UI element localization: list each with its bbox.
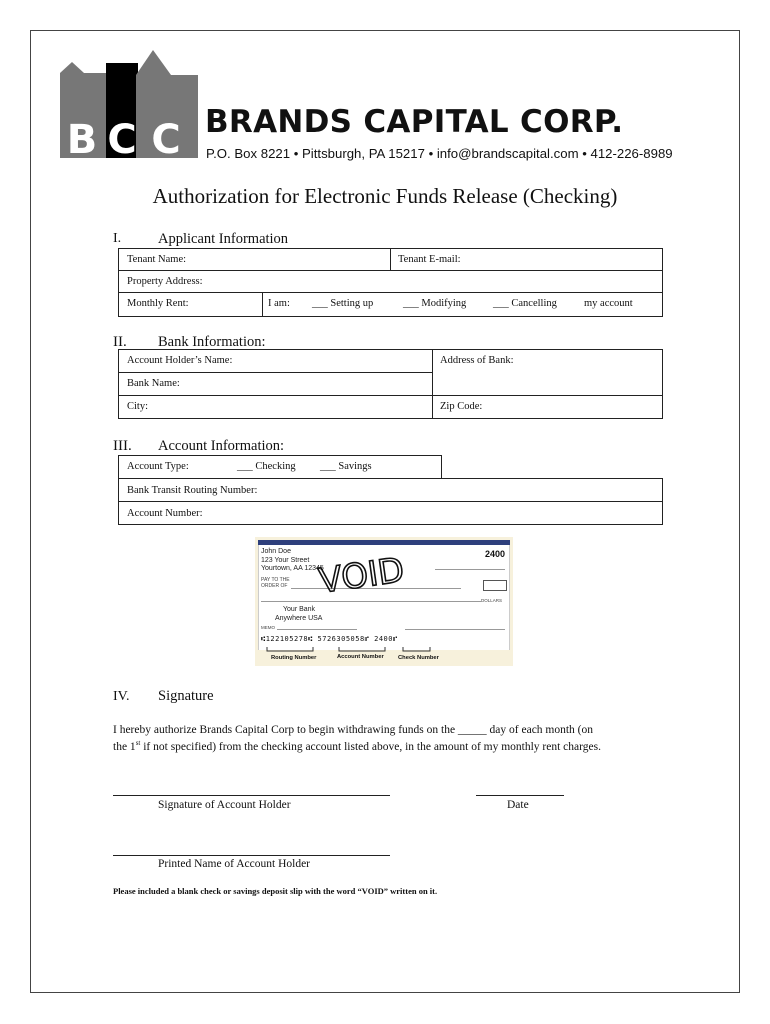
check-pay-to-2: ORDER OF: [261, 583, 288, 589]
signature-line[interactable]: [113, 795, 390, 796]
routing-number-label: Routing Number: [271, 655, 317, 661]
logo-letter-b: B: [66, 117, 98, 161]
city-field[interactable]: City:: [127, 401, 149, 412]
my-account-label: my account: [584, 298, 633, 309]
check-bank-name: Your Bank: [283, 606, 316, 613]
bank-name-field[interactable]: Bank Name:: [127, 378, 180, 389]
setting-up-option[interactable]: ___ Setting up: [312, 298, 374, 309]
account-number-label: Account Number: [337, 654, 384, 660]
savings-option[interactable]: ___ Savings: [320, 461, 372, 472]
i-am-label: I am:: [268, 298, 290, 309]
authorization-text-line2: the 1st if not specified) from the checking account listed above, in the amount of my monthly rent charges.: [113, 739, 601, 753]
void-handwritten: VOID: [316, 550, 407, 602]
check-dollars: DOLLARS: [481, 598, 503, 603]
tenant-email-field[interactable]: Tenant E-mail:: [398, 254, 461, 265]
check-memo: MEMO: [261, 625, 275, 630]
check-number: 2400: [485, 549, 506, 559]
date-caption: Date: [507, 799, 529, 811]
logo-letter-c1: C: [107, 117, 137, 161]
section-4-title: Signature: [158, 688, 214, 704]
document-title: Authorization for Electronic Funds Release (Checking): [152, 184, 618, 208]
signature-caption: Signature of Account Holder: [158, 799, 291, 811]
tenant-name-field[interactable]: Tenant Name:: [127, 254, 187, 265]
property-address-field[interactable]: Property Address:: [127, 276, 203, 287]
section-1-title: Applicant Information: [158, 231, 289, 247]
company-contact: P.O. Box 8221 • Pittsburgh, PA 15217 • info@brandscapital.com • 412-226-8989: [206, 146, 673, 161]
modifying-option[interactable]: ___ Modifying: [403, 298, 467, 309]
account-type-label: Account Type:: [127, 461, 189, 472]
check-street: 123 Your Street: [261, 556, 310, 564]
section-2-number: II.: [113, 334, 127, 350]
check-name: John Doe: [261, 548, 291, 555]
check-brackets: [255, 537, 513, 666]
logo-letter-c2: C: [151, 117, 181, 161]
cancelling-option[interactable]: ___ Cancelling: [493, 298, 557, 309]
section-2-title: Bank Information:: [158, 334, 266, 350]
account-number-field[interactable]: Account Number:: [127, 508, 203, 519]
section-3-title: Account Information:: [158, 438, 285, 454]
checking-option[interactable]: ___ Checking: [237, 461, 296, 472]
check-number-label: Check Number: [398, 655, 439, 661]
zip-code-field[interactable]: Zip Code:: [440, 401, 483, 412]
check-city: Yourtown, AA 12345: [261, 565, 324, 572]
section-1-number: I.: [113, 231, 122, 246]
monthly-rent-field[interactable]: Monthly Rent:: [127, 298, 189, 309]
date-line[interactable]: [476, 795, 564, 796]
check-pay-to-1: PAY TO THE: [261, 577, 290, 583]
section-4-number: IV.: [113, 689, 130, 704]
void-check-note: Please included a blank check or savings deposit slip with the word “VOID” written on it.: [113, 886, 438, 896]
check-micr-line: ⑆122105278⑆ 5726305058⑈ 2400⑈: [261, 635, 398, 643]
bank-address-field[interactable]: Address of Bank:: [440, 355, 514, 366]
section-3-number: III.: [113, 438, 132, 454]
authorization-text-line1: I hereby authorize Brands Capital Corp to begin withdrawing funds on the _____ day of each month (on: [113, 724, 594, 736]
bcc-logo: [56, 45, 202, 161]
sample-void-check: [255, 537, 513, 666]
account-holder-name-field[interactable]: Account Holder’s Name:: [127, 355, 233, 366]
company-name: BRANDS CAPITAL CORP.: [205, 104, 624, 140]
routing-number-field[interactable]: Bank Transit Routing Number:: [127, 485, 258, 496]
printed-name-caption: Printed Name of Account Holder: [158, 858, 311, 870]
printed-name-line[interactable]: [113, 855, 390, 856]
check-bank-location: Anywhere USA: [275, 615, 323, 622]
